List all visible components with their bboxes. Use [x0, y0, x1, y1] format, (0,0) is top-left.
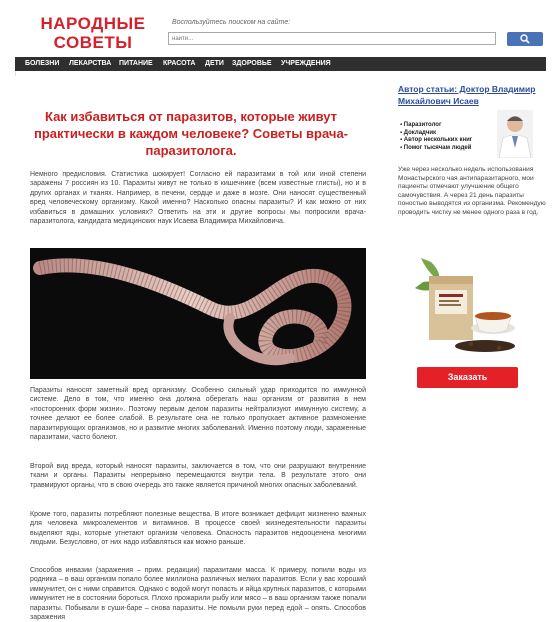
nav-item-medicines[interactable]: ЛЕКАРСТВА [69, 60, 112, 67]
role-item: ▪ Паразитолог [400, 122, 500, 130]
site-header [0, 0, 556, 56]
search-button[interactable] [507, 32, 543, 46]
role-item: ▪ Автор нескольких книг [400, 137, 500, 145]
author-title-link[interactable]: Автор статьи: Доктор Владимир Михайлович Исаев [398, 84, 536, 106]
intro-paragraph: Немного предисловия. Статистика шокирует! Согласно ей паразитами в той или иной степени заражены 7 россиян из 10. Паразиты живут не только в кишечнике (всем известные глисты), но и в других органах и тканях. Например, в печени, сердце и даже в мозге. Они наносят существенный вред человеческому организму. Какой именно? Насколько опасны паразиты? И как можно от них избавиться в домашних условиях? Ответить на эти и другие вопросы мы попросили врача-паразитолога, кандидата медицинских наук Исаева Владимира Михайловича. [30, 171, 366, 226]
paragraph-nutrients: Кроме того, паразиты потребляют полезные вещества. В итоге возникает дефицит жизненно важных для человека микроэлементов и витаминов. В процессе своей жизнедеятельности паразиты выделяют яды, которые угнетают организм человека. Опасность паразитов недооценена многими людьми. Безусловно, от них надо избавляться как можно раньше. [30, 511, 366, 547]
main-nav [15, 57, 546, 71]
author-roles [400, 122, 500, 152]
parasite-image [30, 248, 366, 379]
nav-item-diseases[interactable]: БОЛЕЗНИ [25, 60, 60, 67]
doctor-photo [497, 110, 533, 158]
role-item: ▪ Докладчик [400, 130, 500, 138]
logo-line-2: СОВЕТЫ [53, 33, 133, 52]
sidebar-text: Уже через несколько недель использования Монастырского чая антипаразитарного, мои пациенты отмечают улучшение общего самочувствия. А через 21 день паразиты поностью выводятся из организма. Рекомендую проводить чистку не менее одного раза в год. [398, 166, 546, 216]
article-title: Как избавиться от паразитов, которые живут практически в каждом человеке? Советы врача-паразитолога. [33, 109, 349, 158]
order-button[interactable]: Заказать [417, 367, 518, 388]
role-item: ▪ Помог тысячам людей [400, 145, 500, 153]
nav-item-health[interactable]: ЗДОРОВЬЕ [232, 60, 272, 67]
search-input[interactable] [168, 32, 496, 45]
logo-line-1: НАРОДНЫЕ [40, 14, 146, 33]
nav-item-children[interactable]: ДЕТИ [205, 60, 224, 67]
nav-item-beauty[interactable]: КРАСОТА [163, 60, 196, 67]
site-logo[interactable] [38, 14, 148, 52]
paragraph-tissues: Второй вид вреда, который наносят паразиты, заключается в том, что они разрушают внутренние ткани и органы. Паразиты непрерывно перемещаются внутри тела. В результате этого они травмируют органы, что в свою очередь это также является причиной многих опасных заболеваний. [30, 463, 366, 489]
search-icon [520, 34, 530, 44]
nav-item-nutrition[interactable]: ПИТАНИЕ [119, 60, 153, 67]
product-image[interactable] [415, 258, 522, 358]
paragraph-infection: Способов инвазии (заражения – прим. редакции) паразитами масса. К примеру, попили воды из родника – в ваш организм попало более миллиона различных мелких паразитов. Если у вас хороший иммунитет, он с ними справится. Однако с водой могут попасть и яйца крупных паразитов, с которыми иммунитет не в состоянии бороться. Плохо прожарили рыбу или мясо – в ваш организм также попали паразиты. Побывали в суши-баре – снова паразиты. Не помыли руки перед едой – опять. Способов заражения [30, 567, 366, 622]
search-hint: Воспользуйтесь поиском на сайте: [172, 19, 291, 26]
paragraph-immune: Паразиты наносят заметный вред организму. Особенно сильный удар приходится по иммунной системе. Дело в том, что именно она должна оберегать наш организм от развития в нем «посторонних форм жизни». Поэтому первым делом паразиты нейтрализуют иммунную систему, а точнее делают ее более слабой. В результате она не только пропускает активное размножение паразитирующих организмов, но и развитие многих заболеваний. Именно поэтому люди, зараженные паразитами, часто болеют. [30, 387, 366, 442]
nav-item-institutions[interactable]: УЧРЕЖДЕНИЯ [281, 60, 331, 67]
